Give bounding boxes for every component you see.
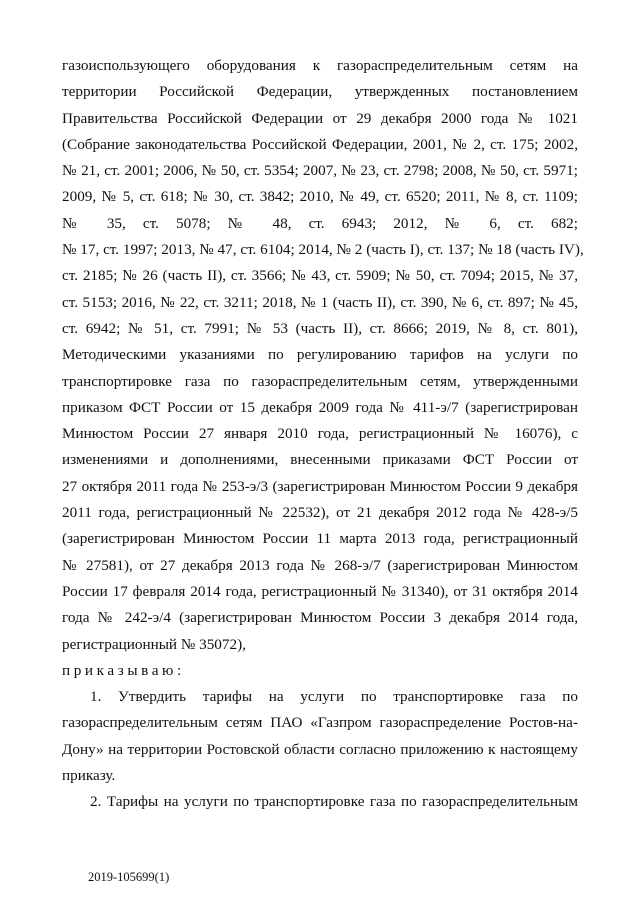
text-line: № 27581), от 27 декабря 2013 года № 268-э/7 (зарегистрирован Минюстом [62,556,578,574]
text-line: приказу. [62,767,116,785]
text-line: 2. Тарифы на услуги по транспортировке газа по газораспределительным [90,793,578,811]
order-item-2 [62,789,578,815]
document-page [62,53,584,816]
text-line: Минюстом России 27 января 2010 года, регистрационный № 16076), с [62,425,578,443]
text-line: 2009, № 5, ст. 618; № 30, ст. 3842; 2010, № 49, ст. 6520; 2011, № 8, ст. 1109; [62,188,578,206]
document-code: 2019-105699(1) [88,870,170,884]
text-line: 27 октября 2011 года № 253-э/3 (зарегистрирован Минюстом России 9 декабря [62,477,578,495]
text-line: Правительства Российской Федерации от 29 декабря 2000 года № 1021 [62,109,578,127]
text-line: территории Российской Федерации, утвержденных постановлением [62,83,578,101]
text-line: 2011 года, регистрационный № 22532), от 21 декабря 2012 года № 428-э/5 [62,504,578,522]
preamble-paragraph [62,53,584,658]
order-word: приказываю: [62,661,185,679]
text-line: № 35, ст. 5078; № 48, ст. 6943; 2012, № 6, ст. 682; [62,214,578,232]
text-line: № 17, ст. 1997; 2013, № 47, ст. 6104; 2014, № 2 (часть I), ст. 137; № 18 (часть IV), [62,241,584,259]
text-line: года № 242-э/4 (зарегистрирован Минюстом России 3 декабря 2014 года, [62,609,578,627]
text-line: регистрационный № 35072), [62,635,246,653]
text-line: Дону» на территории Ростовской области согласно приложению к настоящему [62,740,578,758]
text-line: ст. 6942; № 51, ст. 7991; № 53 (часть II), ст. 8666; 2019, № 8, ст. 801), [62,319,578,337]
text-line: транспортировке газа по газораспределительным сетям, утвержденными [62,372,578,390]
text-line: ст. 5153; 2016, № 22, ст. 3211; 2018, № 1 (часть II), ст. 390, № 6, ст. 897; № 45, [62,293,578,311]
text-line: приказом ФСТ России от 15 декабря 2009 года № 411-э/7 (зарегистрирован [62,398,578,416]
text-line: газоиспользующего оборудования к газораспределительным сетям на [62,57,578,74]
order-item-1 [62,684,578,789]
text-line: газораспределительным сетям ПАО «Газпром газораспределение Ростов-на- [62,714,578,732]
text-line: России 17 февраля 2014 года, регистрационный № 31340), от 31 октября 2014 [62,582,578,600]
text-line: (Собрание законодательства Российской Федерации, 2001, № 2, ст. 175; 2002, [62,135,578,153]
text-line: изменениями и дополнениями, внесенными приказами ФСТ России от [62,451,578,469]
text-line: ст. 2185; № 26 (часть II), ст. 3566; № 43, ст. 5909; № 50, ст. 7094; 2015, № 37, [62,267,578,285]
text-line: 1. Утвердить тарифы на услуги по транспортировке газа по [90,688,578,706]
text-line: № 21, ст. 2001; 2006, № 50, ст. 5354; 2007, № 23, ст. 2798; 2008, № 50, ст. 5971; [62,162,578,180]
text-line: Методическими указаниями по регулированию тарифов на услуги по [62,346,578,364]
text-line: (зарегистрирован Минюстом России 11 марта 2013 года, регистрационный [62,530,578,548]
